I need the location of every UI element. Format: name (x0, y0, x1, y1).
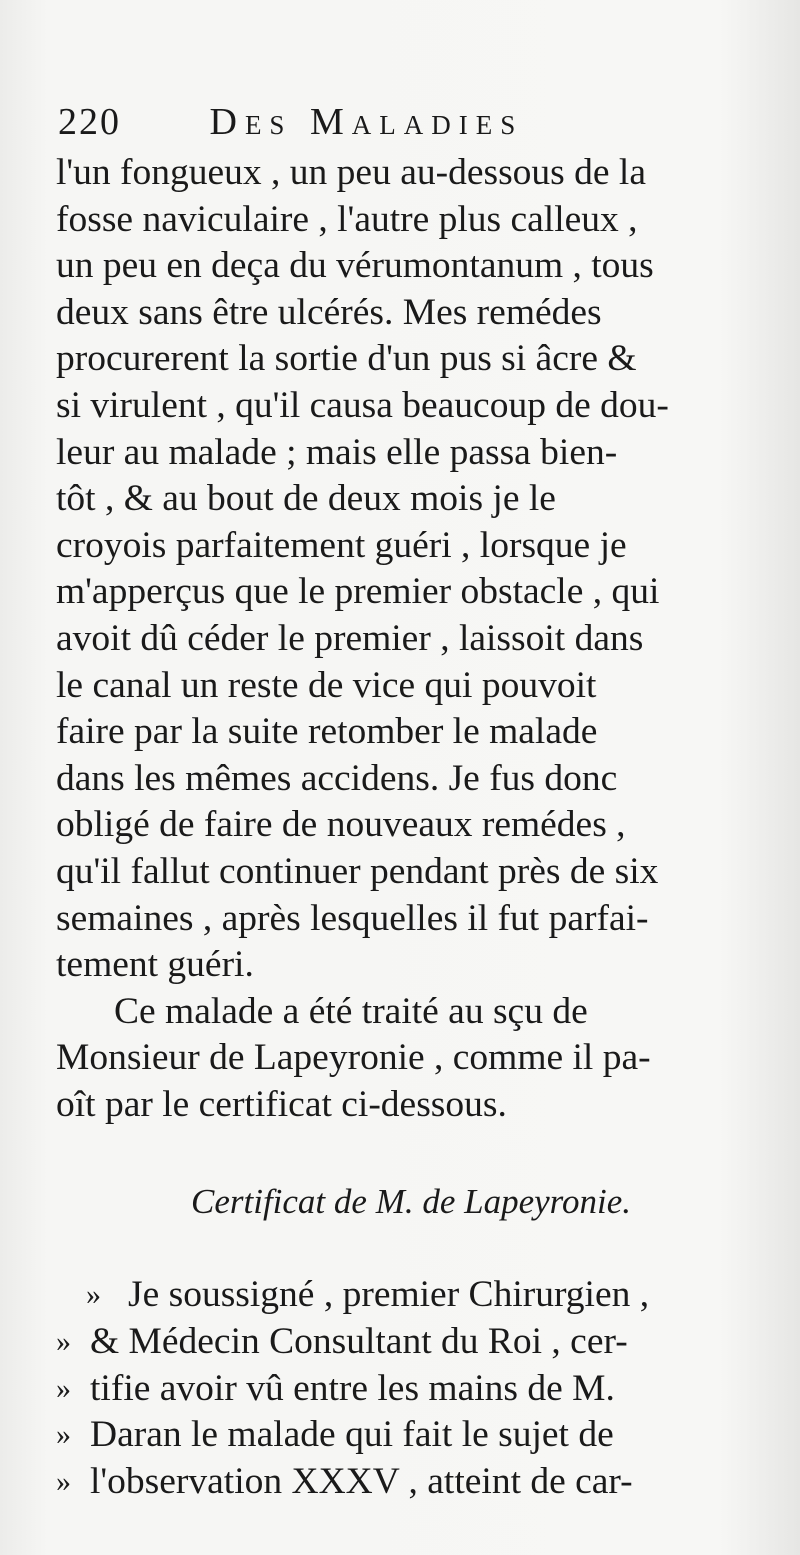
quote-text: l'observation XXXV , atteint de car- (90, 1460, 633, 1502)
text-line: obligé de faire de nouveaux remédes , (56, 804, 626, 846)
text-line: procurerent la sortie d'un pus si âcre & (56, 338, 637, 380)
text-line: si virulent , qu'il causa beaucoup de dou- (56, 384, 669, 426)
text-line: tement guéri. (56, 944, 254, 986)
page-header (58, 100, 758, 144)
quoted-certificate (56, 1272, 746, 1505)
running-title: Des Maladies (209, 101, 524, 143)
quote-text: Je soussigné , premier Chirurgien , (128, 1274, 650, 1316)
text-line: m'apperçus que le premier obstacle , qui (56, 571, 660, 613)
quote-line (56, 1412, 746, 1459)
quote-mark: » (56, 1371, 71, 1405)
quote-mark: » (56, 1464, 71, 1498)
paragraph (56, 989, 746, 1129)
text-line: deux sans être ulcérés. Mes remédes (56, 291, 602, 333)
text-line: oît par le certificat ci-dessous. (56, 1083, 507, 1125)
text-line: un peu en deça du vérumontanum , tous (56, 245, 654, 287)
text-line: semaines , après lesquelles il fut parfai- (56, 897, 649, 939)
quote-text: tifie avoir vû entre les mains de M. (90, 1367, 615, 1409)
text-line: avoit dû céder le premier , laissoit dans (56, 617, 644, 659)
quote-line (56, 1366, 746, 1413)
text-line: fosse naviculaire , l'autre plus calleux , (56, 198, 638, 240)
page-body (56, 150, 746, 1505)
spacer (56, 1232, 746, 1272)
quote-line (56, 1459, 746, 1506)
quote-line (56, 1272, 746, 1319)
page-number: 220 (58, 101, 121, 143)
text-line: Monsieur de Lapeyronie , comme il pa- (56, 1037, 651, 1079)
text-line: l'un fongueux , un peu au-dessous de la (56, 152, 646, 193)
paragraph (56, 150, 746, 989)
text-line: le canal un reste de vice qui pouvoit (56, 664, 597, 706)
text-line: Ce malade a été traité au sçu de (114, 990, 588, 1032)
quote-text: & Médecin Consultant du Roi , cer- (90, 1321, 628, 1363)
text-line: tôt , & au bout de deux mois je le (56, 478, 556, 520)
quote-mark: » (56, 1418, 71, 1452)
quote-mark: » (86, 1278, 101, 1312)
section-subheading: Certificat de M. de Lapeyronie. (191, 1182, 631, 1222)
quote-mark: » (56, 1325, 71, 1359)
text-line: faire par la suite retomber le malade (56, 711, 598, 753)
quote-text: Daran le malade qui fait le sujet de (90, 1414, 614, 1456)
spacer (56, 1128, 746, 1172)
text-line: dans les mêmes accidens. Je fus donc (56, 757, 618, 799)
text-line: qu'il fallut continuer pendant près de six (56, 850, 659, 892)
text-line: leur au malade ; mais elle passa bien- (56, 431, 618, 473)
quote-line (56, 1319, 746, 1366)
text-line: croyois parfaitement guéri , lorsque je (56, 524, 627, 566)
